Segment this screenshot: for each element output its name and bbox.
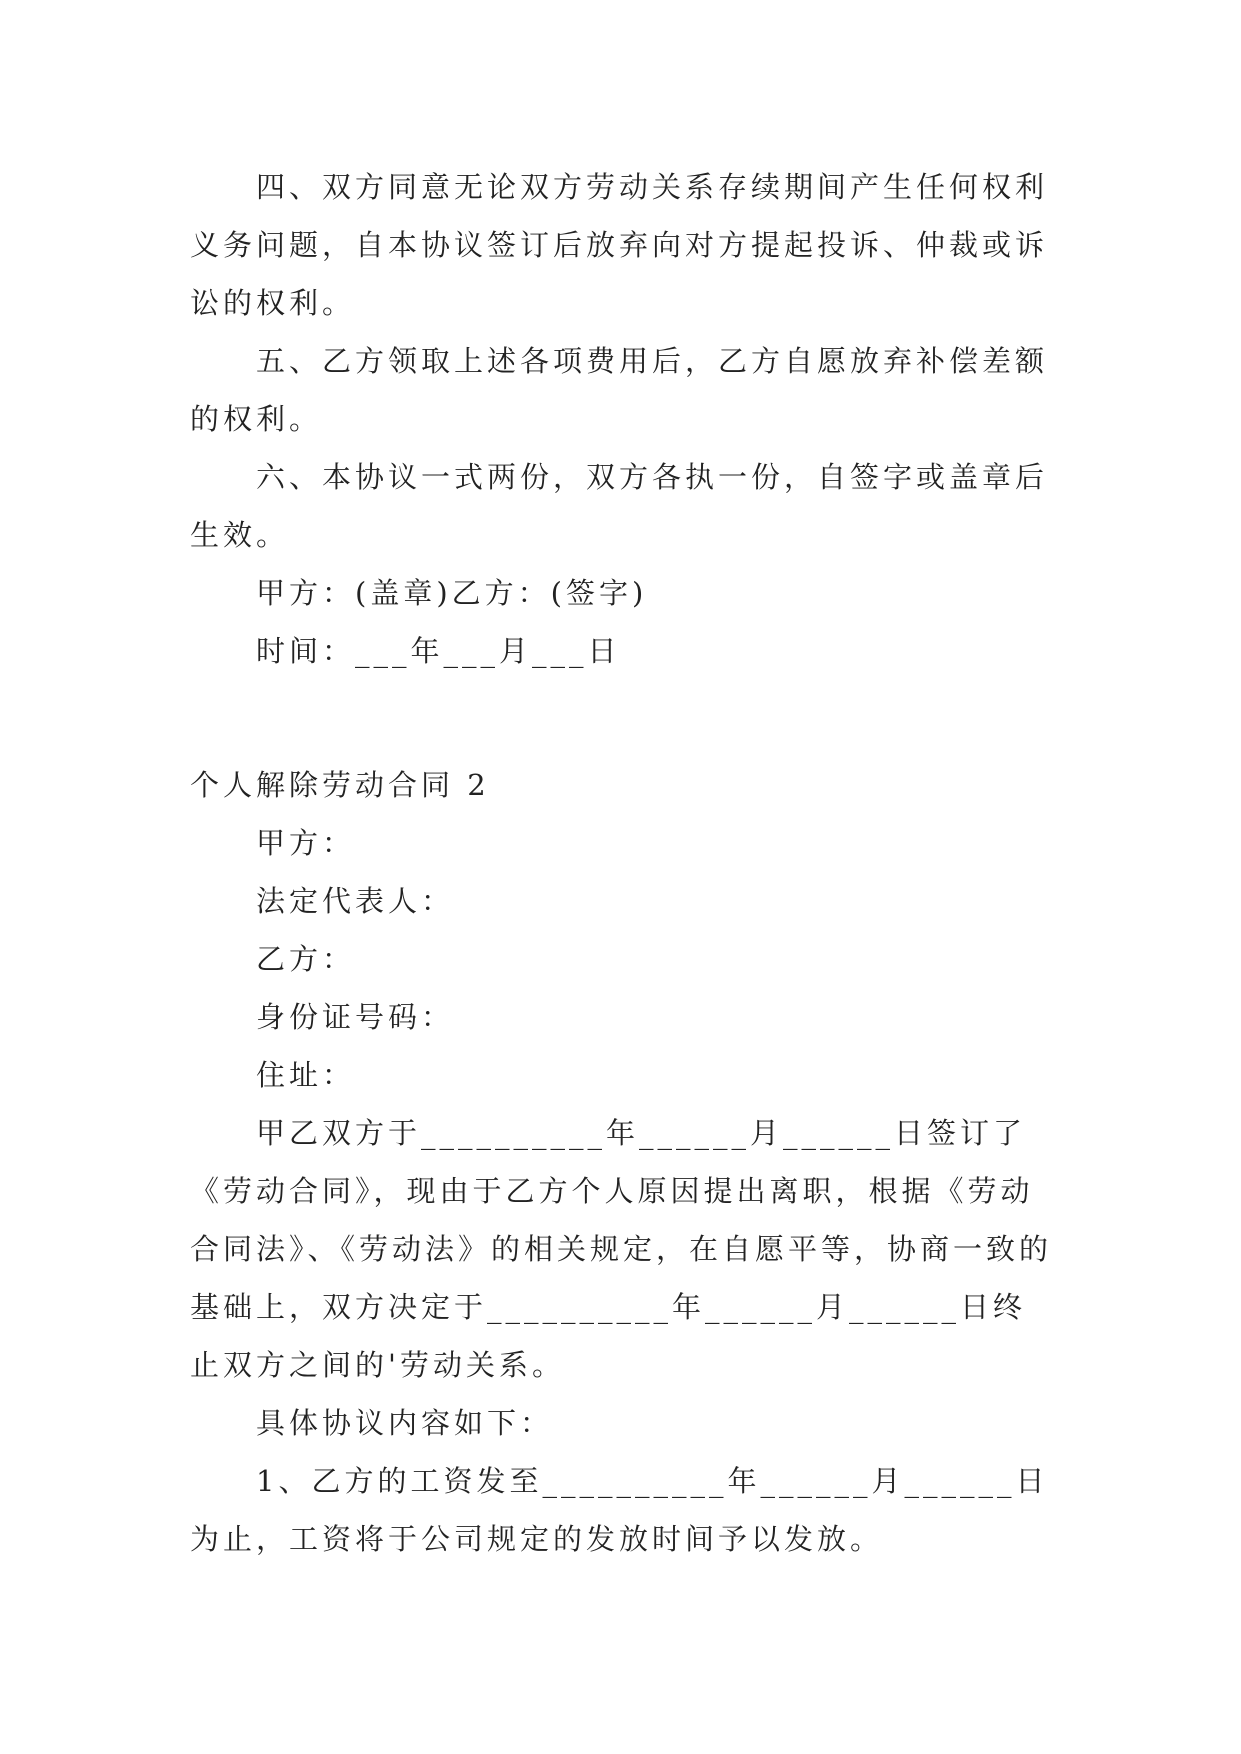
field-address: 住址： xyxy=(256,1058,356,1092)
agreement-intro: 具体协议内容如下： xyxy=(256,1406,554,1440)
signature-line: 甲方：(盖章)乙方：(签字) xyxy=(256,576,648,610)
field-party-b: 乙方： xyxy=(256,942,356,976)
document-body xyxy=(190,158,1058,1568)
clause-one: 1、乙方的工资发至__________年______月______日为止，工资将于公司规定的发放时间予以发放。 xyxy=(190,1464,1049,1556)
date-line: 时间：___年___月___日 xyxy=(256,634,621,668)
section-title: 个人解除劳动合同 2 xyxy=(190,768,490,802)
clause-six: 六、本协议一式两份，双方各执一份，自签字或盖章后生效。 xyxy=(190,460,1049,552)
clause-four: 四、双方同意无论双方劳动关系存续期间产生任何权利义务问题，自本协议签订后放弃向对方提起投诉、仲裁或诉讼的权利。 xyxy=(190,170,1049,320)
field-legal-representative: 法定代表人： xyxy=(256,884,455,918)
field-party-a: 甲方： xyxy=(256,826,356,860)
intro-paragraph: 甲乙双方于__________年______月______日签订了《劳动合同》，现由于乙方个人原因提出离职，根据《劳动合同法》、《劳动法》的相关规定，在自愿平等，协商一致的基础上，双方决定于__________年______月______日终止双方之间的'劳动关系。 xyxy=(190,1116,1053,1382)
field-id-number: 身份证号码： xyxy=(256,1000,455,1034)
clause-five: 五、乙方领取上述各项费用后，乙方自愿放弃补偿差额的权利。 xyxy=(190,344,1049,436)
